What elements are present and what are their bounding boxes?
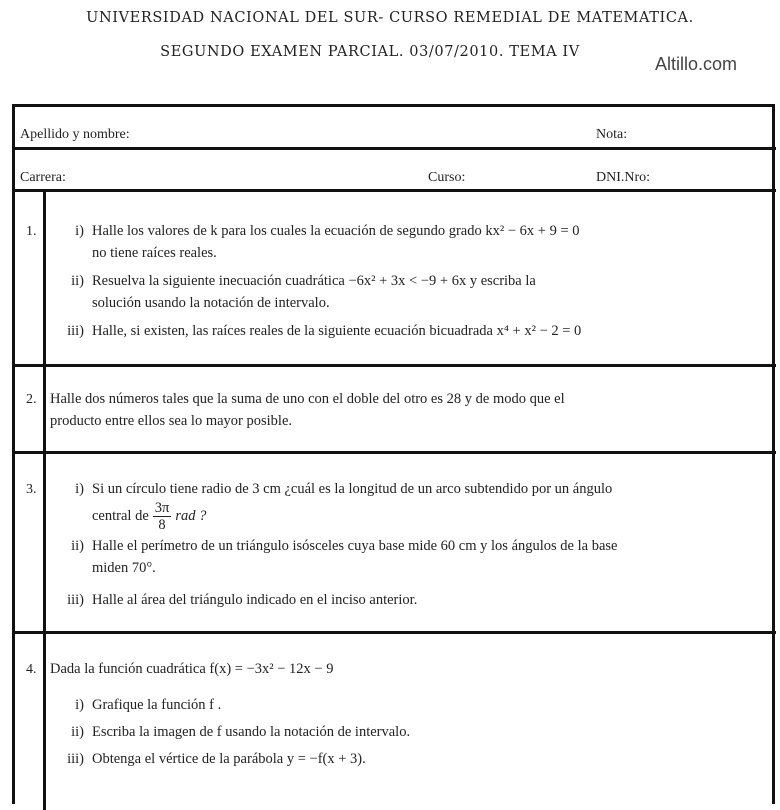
divider — [12, 147, 776, 150]
question-number: 2. — [26, 392, 37, 407]
course-field: Curso: — [428, 170, 466, 185]
name-field: Apellido y nombre: — [20, 127, 130, 142]
question-text: Halle dos números tales que la suma de uno con el doble del otro es 28 y de modo que el — [50, 391, 565, 407]
item-label: i) — [75, 223, 84, 239]
item-text: no tiene raíces reales. — [92, 245, 217, 261]
item-text: Resuelva la siguiente inecuación cuadrática −6x² + 3x < −9 + 6x y escriba la — [92, 273, 536, 289]
item-text: solución usando la notación de intervalo. — [92, 295, 330, 311]
question-3 — [46, 478, 617, 611]
question-number: 3. — [26, 482, 37, 497]
divider — [12, 451, 776, 454]
item-label: ii) — [71, 273, 84, 289]
item-text: Halle, si existen, las raíces reales de la siguiente ecuación bicuadrada x⁴ + x² − 2 = 0 — [92, 323, 582, 339]
item-label: i) — [75, 481, 84, 497]
career-field: Carrera: — [20, 170, 66, 185]
item-text: Escriba la imagen de f usando la notación de intervalo. — [92, 724, 411, 740]
divider — [12, 189, 776, 192]
dni-field: DNI.Nro: — [596, 170, 651, 185]
question-text: Dada la función cuadrática f(x) = −3x² − 12x − 9 — [50, 661, 334, 677]
question-4-items — [46, 692, 410, 773]
item-label: ii) — [71, 538, 84, 554]
item-label: iii) — [67, 592, 84, 608]
item-label: i) — [75, 697, 84, 713]
header-subtitle: SEGUNDO EXAMEN PARCIAL. 03/07/2010. TEMA IV — [160, 44, 580, 60]
item-text: central de — [92, 507, 149, 524]
question-1 — [46, 220, 581, 342]
item-text: miden 70°. — [92, 560, 156, 576]
altillo-logo: Altillo.com — [655, 54, 738, 74]
question-number: 4. — [26, 662, 37, 677]
numerator: 3π — [154, 500, 170, 516]
item-text: Obtenga el vértice de la parábola y = −f(x + 3). — [92, 751, 366, 767]
question-4 — [50, 658, 333, 680]
fraction — [153, 500, 172, 533]
item-text: rad ? — [175, 507, 207, 524]
denominator: 8 — [158, 517, 166, 533]
divider — [12, 631, 776, 634]
item-label: iii) — [67, 751, 84, 767]
item-text: Halle al área del triángulo indicado en el inciso anterior. — [92, 592, 418, 608]
item-text: Halle los valores de k para los cuales la ecuación de segundo grado kx² − 6x + 9 = 0 — [92, 223, 580, 239]
divider — [12, 364, 776, 367]
question-number: 1. — [26, 224, 37, 239]
item-label: iii) — [67, 323, 84, 339]
question-text: producto entre ellos sea lo mayor posible. — [50, 413, 293, 429]
header-title: UNIVERSIDAD NACIONAL DEL SUR- CURSO REMEDIAL DE MATEMATICA. — [86, 10, 694, 26]
item-text: Halle el perímetro de un triángulo isósceles cuya base mide 60 cm y los ángulos de la base — [92, 538, 618, 554]
item-label: ii) — [71, 724, 84, 740]
grade-field: Nota: — [596, 127, 628, 142]
item-text: Si un círculo tiene radio de 3 cm ¿cuál es la longitud de un arco subtendido por un ángulo — [92, 481, 613, 497]
question-2 — [50, 388, 565, 432]
item-text: Grafique la función f . — [92, 697, 222, 713]
